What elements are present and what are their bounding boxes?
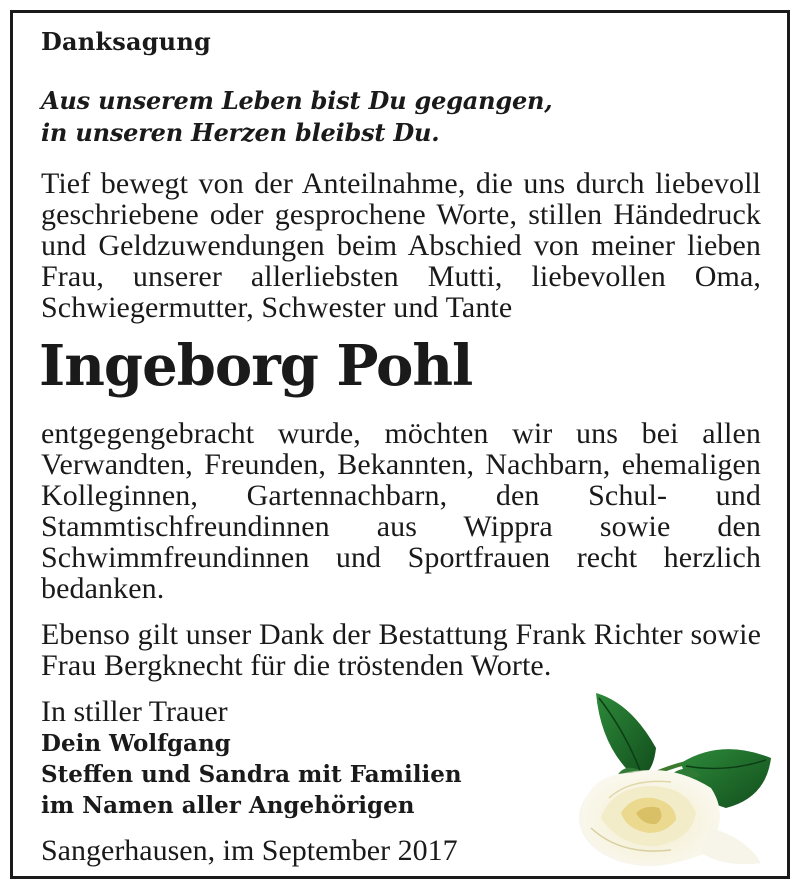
closing-phrase: In stiller Trauer (41, 695, 228, 728)
place-and-date: Sangerhausen, im September 2017 (41, 834, 458, 867)
deceased-name: Ingeborg Pohl (39, 333, 473, 399)
signer-line: Dein Wolfgang (41, 730, 231, 757)
obituary-notice (10, 10, 790, 879)
signer-line: im Namen aller Angehörigen (41, 792, 415, 819)
thanks-paragraph-funeral (41, 619, 761, 681)
thanks-paragraph-intro (41, 168, 761, 323)
white-rose-icon (561, 678, 781, 873)
notice-heading: Danksagung (41, 27, 211, 56)
signers (41, 728, 462, 821)
thanks-text-recipients: entgegengebracht wurde, möchten wir uns bei allen Verwandten, Freunden, Bekannten, Nachbarn, ehemaligen Kolleginnen, Gartennachbarn, den Schul- und Stammtischfreundinnen aus Wippra sowie den Schwimmfreundinnen und Sportfrauen recht herzlich bedanken. (41, 417, 761, 605)
thanks-paragraph-recipients (41, 418, 761, 604)
motto (41, 85, 552, 149)
signer-line: Steffen und Sandra mit Familien (41, 761, 462, 788)
motto-line: Aus unserem Leben bist Du gegangen, (41, 86, 553, 115)
thanks-text-funeral: Ebenso gilt unser Dank der Bestattung Frank Richter sowie Frau Bergknecht für die tröstenden Worte. (41, 618, 761, 682)
thanks-text-intro: Tief bewegt von der Anteilnahme, die uns durch liebevoll geschriebene oder gesprochene Worte, stillen Händedruck und Geldzuwendungen beim Abschied von meiner lieben Frau, unserer allerliebsten Mutti, liebevollen Oma, Schwiegermutter, Schwester und Tante (41, 167, 761, 324)
motto-line: in unseren Herzen bleibst Du. (41, 118, 440, 147)
